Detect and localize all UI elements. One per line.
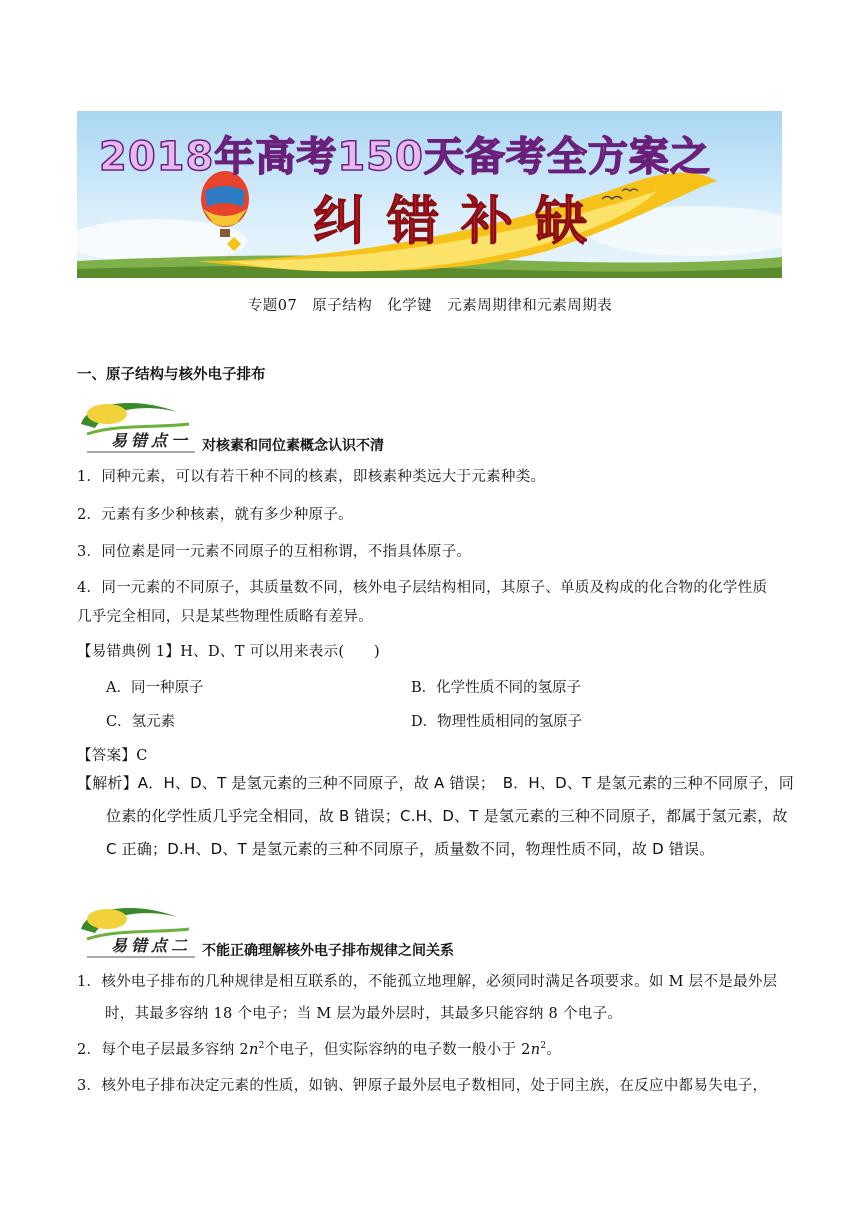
rule-2: 2．每个电子层最多容纳 $2n^2$个电子，但实际容纳的电子数一般小于 $2n^2$。 <box>77 1041 562 1058</box>
point-3: 3．同位素是同一元素不同原子的互相称谓，不指具体原子。 <box>77 544 472 560</box>
point-4-cont: 几乎完全相同，只是某些物理性质略有差异。 <box>77 609 373 625</box>
example-question: 【易错典例 1】H、D、T 可以用来表示( ) <box>77 644 380 660</box>
document-subtitle: 专题07 原子结构 化学键 元素周期律和元素周期表 <box>247 298 613 314</box>
rule-3: 3．核外电子排布决定元素的性质，如钠、钾原子最外层电子数相同，处于同主族，在反应中都易失电子， <box>77 1078 768 1094</box>
analysis-line-1: 【解析】A．H、D、T 是氢元素的三种不同原子，故 A 错误； B．H、D、T 是氢元素的三种不同原子，同 <box>77 774 794 792</box>
section-heading: 一、原子结构与核外电子排布 <box>77 367 266 383</box>
option-d: D．物理性质相同的氢原子 <box>411 714 583 730</box>
rule-1: 1．核外电子排布的几种规律是相互联系的，不能孤立地理解，必须同时满足各项要求。如 M 层不是最外层 <box>77 974 778 990</box>
option-c: C．氢元素 <box>106 714 176 730</box>
mistake-title: 对核素和同位素概念认识不清 <box>202 438 384 454</box>
mistake-label: 易错点二 <box>111 936 192 955</box>
header-banner <box>77 111 782 278</box>
point-2: 2．元素有多少种核素，就有多少种原子。 <box>77 507 353 523</box>
mistake-header-2 <box>77 899 782 961</box>
rule-1-cont: 时，其最多容纳 18 个电子；当 M 层为最外层时，其最多只能容纳 8 个电子。 <box>105 1006 623 1022</box>
mistake-label: 易错点一 <box>111 431 192 450</box>
point-1: 1．同种元素，可以有若干种不同的核素，即核素种类远大于元素种类。 <box>77 469 546 485</box>
answer: 【答案】C <box>77 748 148 764</box>
option-b: B．化学性质不同的氢原子 <box>411 680 582 696</box>
banner-title: 2018年高考150天备考全方案之 <box>99 134 711 180</box>
mistake-header-1 <box>77 394 782 456</box>
banner-subtitle: 纠错补缺 <box>313 191 610 252</box>
option-a: A．同一种原子 <box>106 680 204 696</box>
analysis-line-2: 位素的化学性质几乎完全相同，故 B 错误；C.H、D、T 是氢元素的三种不同原子，都属于氢元素，故 <box>106 807 788 825</box>
mistake-title: 不能正确理解核外电子排布规律之间关系 <box>202 943 454 959</box>
analysis-line-3: C 正确；D.H、D、T 是氢元素的三种不同原子，质量数不同，物理性质不同，故 D 错误。 <box>106 840 715 858</box>
point-4: 4．同一元素的不同原子，其质量数不同，核外电子层结构相同，其原子、单质及构成的化合物的化学性质 <box>77 580 768 596</box>
